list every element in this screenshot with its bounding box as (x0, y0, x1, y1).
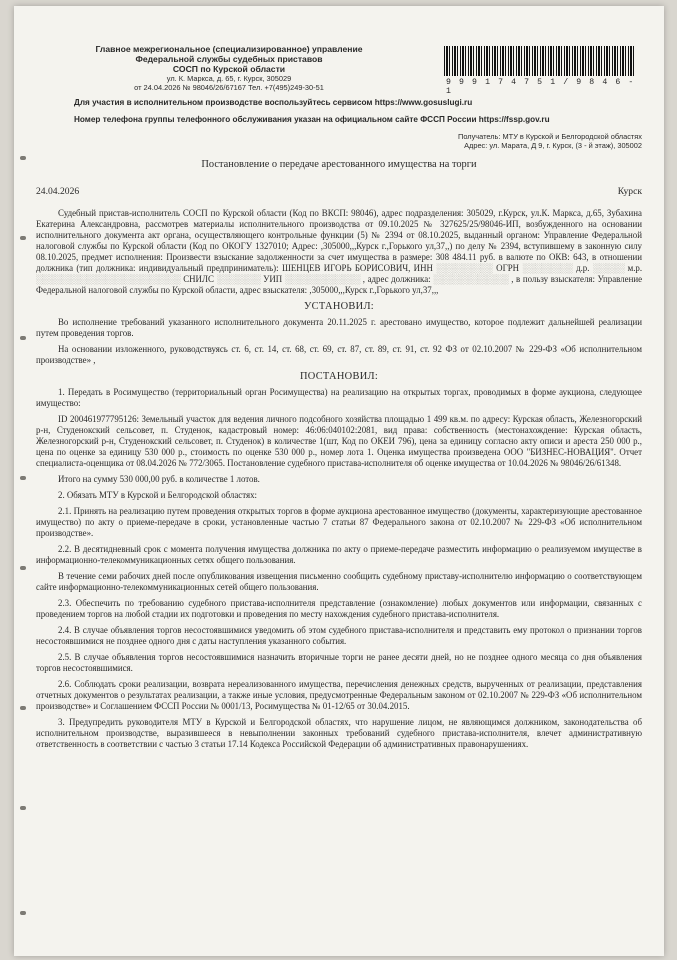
debtor-name: ШЕНЦЕВ ИГОРЬ БОРИСОВИЧ, ИНН (281, 263, 433, 273)
document-body (36, 208, 642, 755)
established-heading: УСТАНОВИЛ: (304, 301, 374, 312)
dob-label: д.р. (576, 263, 590, 273)
gosuslugi-notice: Для участия в исполнительном производстве воспользуйтесь сервисом https://www.gosuslugi.ru (74, 98, 473, 107)
paragraph-2-4: 2.4. В случае объявления торгов несостоявшимися уведомить об этом судебного пристава-исполнителя и представить ему протокол о признании торгов несостоявшимися не позднее одного дня с даты наступления указанного события. (36, 625, 642, 646)
paragraph-bailiff: Судебный пристав-исполнитель СОСП по Курской области (Код по ВКСП: 98046), адрес подразделения: 305029, г.Курск, ул.К. Маркса, д.65, Зубахина Екатерина Александровна, рассмотрев материалы исполнительного производства от 09.10.2025 № 327625/25/98046-ИП, возбужденного на основании исполнительного документа акт органа, осуществляющего контрольные функции (5) № 2394 от 08.10.2025, выданный органом: Управление Федеральной налоговой службы по Курской области (Код по ОКОГУ 1327010; Адрес: ,305000,,,Курск г.,Горького ул,37,,) по делу № 2394, вступившему в законную силу 08.10.2025, предмет исполнения: Произвести взыскание задолженности за счет имущества в размере: 308 484.11 руб. в валюте по ОКВ: 643, в отношении должника (тип должника: индивидуальный предприниматель): ШЕНЦЕВ ИГОРЬ БОРИСОВИЧ, ИНН ░░░░░░░░░ ОГРН ░░░░░░░░ д.р. ░░░░░ м.р. ░░░░░░░░░░░░░░░░░░░░░░░ СНИЛС ░░░░░░░ УИП ░░░░░░░░░░░░ , адрес должника: ░░░░░░░░░░░░ , в пользу взыскателя: Управление Федеральной налоговой службы по Курской области, адрес взыскателя: ,305000,,,Курск г.,Горького ул,37,,, (36, 208, 643, 295)
agency-name-line1: Главное межрегиональное (специализированное) управление (95, 44, 363, 54)
paragraph-2-6: 2.6. Соблюдать сроки реализации, возврата нереализованного имущества, перечисления денежных средств, вырученных от реализации, представления отчетных документов о результатах реализации, а также иные условия, предусмотренные Федеральным законом от 02.10.2007 № 229-ФЗ «Об исполнительном производстве» и Соглашением ФССП России № 0001/13, Росимущества № 01-12/65 от 30.04.2015. (36, 679, 642, 711)
document-city: Курск (617, 186, 642, 197)
paragraph-item-2: 2. Обязать МТУ в Курской и Белгородской областях: (58, 490, 257, 500)
paragraph-arrest: Во исполнение требований указанного исполнительного документа 20.11.2025 г. арестовано имущество, которое подлежит дальнейшей реализации путем проведения торгов. (36, 317, 642, 338)
uip-label: УИП (263, 274, 283, 284)
agency-address: ул. К. Маркса, д. 65, г. Курск, 305029 (166, 74, 292, 83)
barcode-number: 9 9 9 1 7 4 7 5 1 / 9 8 4 6 - 1 (446, 78, 635, 96)
paragraph-legal-basis: На основании изложенного, руководствуясь ст. 6, ст. 14, ст. 68, ст. 69, ст. 87, ст. 89, ст. 91, ст. 92 ФЗ от 02.10.2007 № 229-ФЗ «Об исполнительном производстве» , (36, 344, 642, 365)
document-title: Постановление о передаче арестованного имущества на торги (201, 159, 477, 170)
agency-name-line3: СОСП по Курской области (172, 64, 286, 74)
resolved-heading: ПОСТАНОВИЛ: (299, 371, 379, 382)
agency-block (84, 44, 374, 92)
debtor-address-label: , адрес должника: (362, 274, 431, 284)
barcode (444, 46, 634, 76)
paragraph-total: Итого на сумму 530 000,00 руб. в количестве 1 лотов. (58, 474, 260, 484)
recipient-block (458, 132, 642, 150)
paragraph-item-1: 1. Передать в Росимущество (территориальный орган Росимущества) на реализацию на открытых торгах, проводимых в форме аукциона, следующее имущество: (36, 387, 642, 408)
recipient-name: Получатель: МТУ в Курской и Белгородской областях (458, 132, 642, 141)
ogrn-label: ОГРН (496, 263, 520, 273)
paragraph-2-3: 2.3. Обеспечить по требованию судебного пристава-исполнителя представление (ознакомление) любых документов или информации, связанных с проведением торгов на любой стадии их подготовки и проведения по месту нахождения судебного пристава-исполнителя. (36, 598, 642, 619)
document-reference: от 24.04.2026 № 98046/26/67167 Тел. +7(495)249-30-51 (134, 83, 324, 92)
birthplace-label: м.р. (627, 263, 643, 273)
phone-notice: Номер телефона группы телефонного обслуживания указан на официальном сайте ФССП России https://fssp.gov.ru (74, 115, 550, 124)
paragraph-notice: В течение семи рабочих дней после опубликования извещения письменно сообщить судебному приставу-исполнителю информацию о соответствующем сайте информационно-телекоммуникационных сетей общего пользования. (36, 571, 642, 592)
paragraph-2-5: 2.5. В случае объявления торгов несостоявшимися назначить вторичные торги не ранее десяти дней, но не позднее одного месяца со дня объявления торгов несостоявшимися. (36, 652, 642, 673)
agency-name-line2: Федеральной службы судебных приставов (135, 54, 323, 64)
document-date: 24.04.2026 (36, 186, 80, 197)
document-page (14, 6, 664, 956)
paragraph-2-2: 2.2. В десятидневный срок с момента получения имущества должника по акту о приеме-передаче разместить информацию о реализуемом имуществе в информационно-телекоммуникационных сетях общего пользования. (36, 544, 642, 565)
paragraph-2-1: 2.1. Принять на реализацию путем проведения открытых торгов в форме аукциона арестованное имущество (документы, характеризующие арестованное имущество) по акту о приеме-передаче в сроки, установленные частью 7 статьи 87 Федерального закона от 02.10.2007 № 229-ФЗ «Об исполнительном производстве». (36, 506, 642, 538)
paragraph-property: ID 200461977795126: Земельный участок для ведения личного подсобного хозяйства площадью 1 499 кв.м. по адресу: Курская область, Железногорский р-н, Студенокский сельсовет, п. Студенок, кадастровый номер: 46:06:040102:2081, вид права: собственность (местонахождение: Курская область, Железногорский р-н, Студенокский сельсовет, п. Студенок) в количестве 1(шт, Код по ОКЕИ 796), цена за единицу согласно акту описи и ареста 250 000 р., цена по оценке за единицу 530 000 р., стоимость по оценке 530 000 р., номер лота 1. Оценка имущества произведена ООО "БИЗНЕС-НОВАЦИЯ". Отчет специалиста-оценщика от 08.04.2026 № 772/3065. Постановление судебного пристава-исполнителя об оценке имущества от 10.04.2026 № 98046/26/61348. (36, 414, 642, 468)
paragraph-item-3: 3. Предупредить руководителя МТУ в Курской и Белгородской областях, что нарушение лицом, не являющимся должником, законодательства об исполнительном производстве, выразившееся в невыполнении законных требований судебного пристава-исполнителя, влечет административную ответственность в соответствии с частью 3 статьи 17.14 Кодекса Российской Федерации об административных правонарушениях. (36, 717, 642, 749)
recipient-address: Адрес: ул. Марата, Д 9, г. Курск, (3 - й этаж), 305002 (464, 141, 642, 150)
collector-details: , в пользу взыскателя: Управление Федеральной налоговой службы по Курской области, адрес взыскателя: ,305000,,,Курск г.,Горького ул,37,,, (36, 274, 643, 295)
snils-label: СНИЛС (183, 274, 214, 284)
